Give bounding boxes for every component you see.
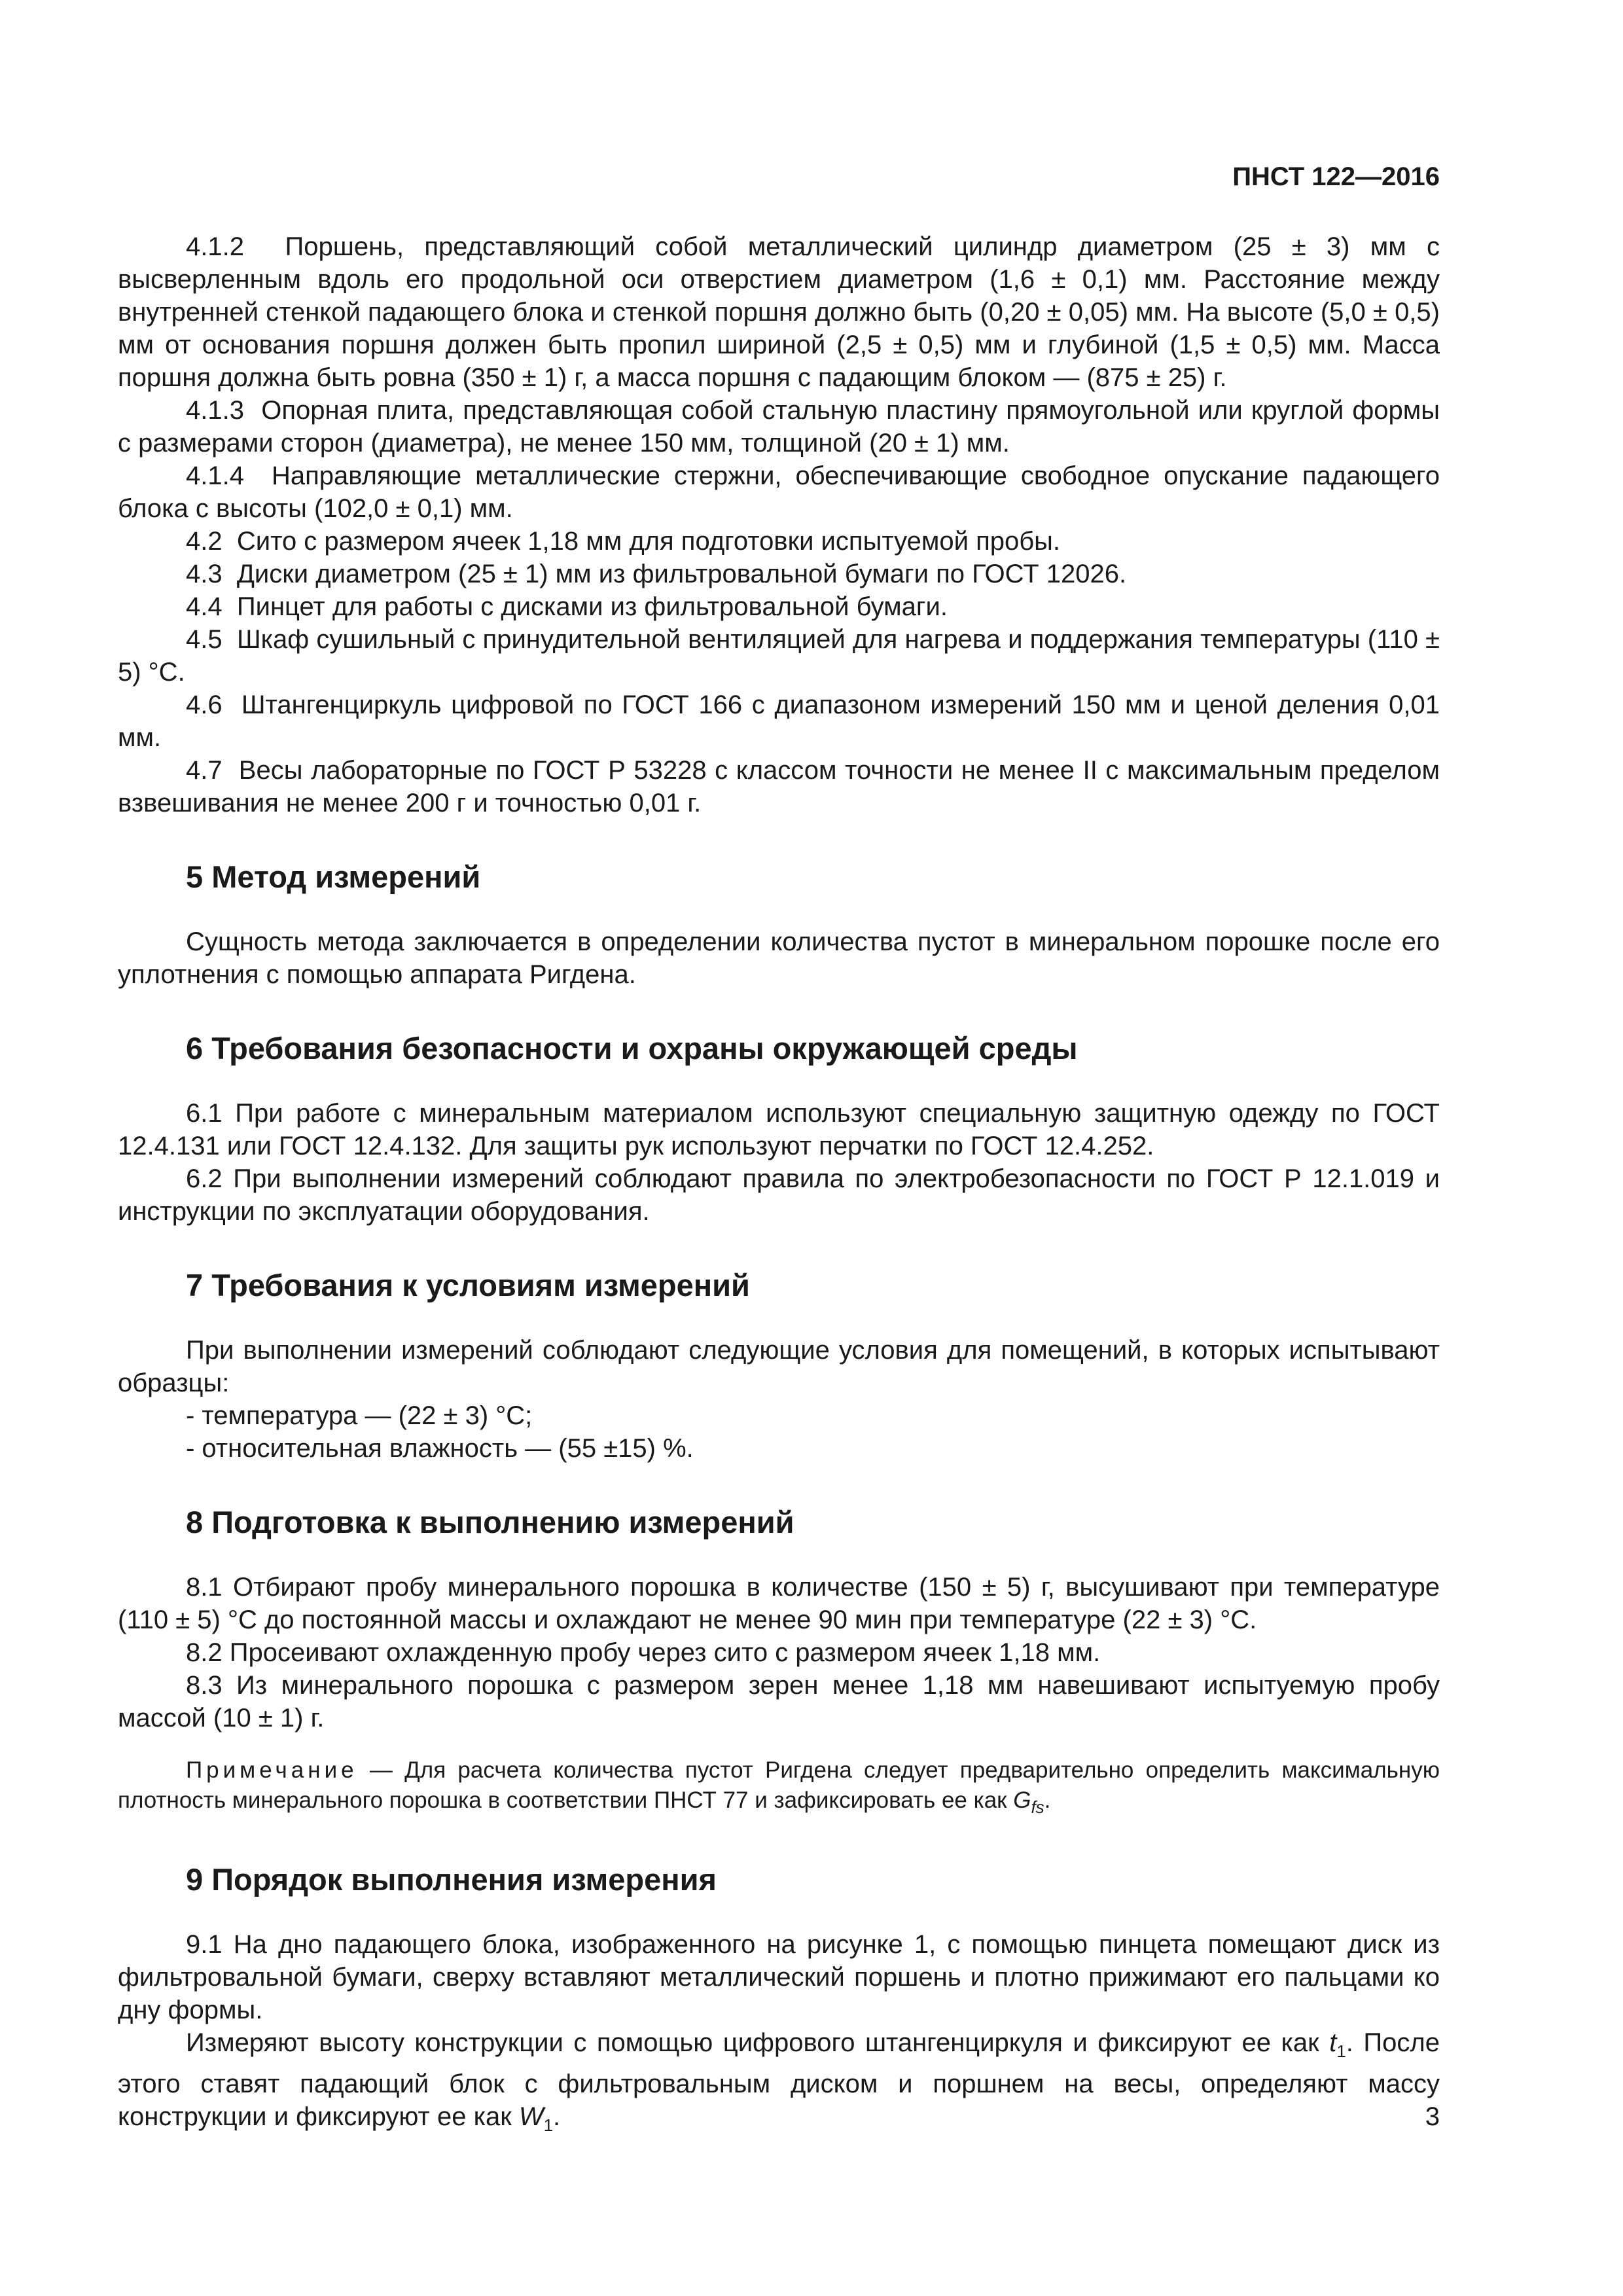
note-label: Примечание [186, 1757, 358, 1783]
clause-4-1-2: 4.1.2 Поршень, представляющий собой металлический цилиндр диаметром (25 ± 3) мм с высверленным вдоль его продольной оси отверстием диаметром (1,6 ± 0,1) мм. Расстояние между внутренней стенкой падающего блока и стенкой поршня должно быть (0,20 ± 0,05) мм. На высоте (5,0 ± 0,5) мм от основания поршня должен быть пропил шириной (2,5 ± 0,5) мм и глубиной (1,5 ± 0,5) мм. Масса поршня должна быть ровна (350 ± 1) г, а масса поршня с падающим блоком — (875 ± 25) г. [118, 232, 1440, 392]
clause-9-1-measure: Измеряют высоту конструкции с помощью цифрового штангенциркуля и фиксируют ее как $t_1$. После этого ставят падающий блок с фильтровальным диском и поршнем на весы, определяют массу конструкции и фиксируют ее как $W_1$. [118, 2028, 1440, 2135]
clause-4-1-4: 4.1.4 Направляющие металлические стержни, обеспечивающие свободное опускание падающего блока с высоты (102,0 ± 0,1) мм. [118, 461, 1440, 523]
clause-6-1: 6.1 При работе с минеральным материалом используют специальную защитную одежду по ГОСТ 12.4.131 или ГОСТ 12.4.132. Для защиты рук используют перчатки по ГОСТ 12.4.252. [118, 1099, 1440, 1160]
document-header: ПНСТ 122—2016 [1232, 162, 1440, 191]
clause-4-7: 4.7 Весы лабораторные по ГОСТ Р 53228 с классом точности не менее II с максимальным пределом взвешивания не менее 200 г и точностью 0,01 г. [118, 756, 1440, 817]
page-number: 3 [1425, 2102, 1440, 2131]
section-8-heading: 8 Подготовка к выполнению измерений [186, 1505, 794, 1539]
section-7-heading: 7 Требования к условиям измерений [186, 1268, 750, 1302]
document-content [118, 230, 1440, 2142]
clause-4-1-3: 4.1.3 Опорная плита, представляющая собой стальную пластину прямоугольной или круглой формы с размерами сторон (диаметра), не менее 150 мм, толщиной (20 ± 1) мм. [118, 396, 1440, 457]
note: Примечание — Для расчета количества пустот Ригдена следует предварительно определить максимальную плотность минерального порошка в соответствии ПНСТ 77 и зафиксировать ее как $G_{fs}$. [118, 1757, 1440, 1817]
clause-4-4: 4.4 Пинцет для работы с дисками из фильтровальной бумаги. [186, 592, 948, 621]
section-9-heading: 9 Порядок выполнения измерения [186, 1862, 717, 1897]
clause-8-2: 8.2 Просеивают охлажденную пробу через сито с размером ячеек 1,18 мм. [186, 1638, 1101, 1667]
clause-4-3: 4.3 Диски диаметром (25 ± 1) мм из фильтровальной бумаги по ГОСТ 12026. [186, 560, 1127, 588]
section-5-heading: 5 Метод измерений [186, 859, 481, 894]
condition-temperature: - температура — (22 ± 3) °С; [186, 1401, 533, 1430]
clause-6-2: 6.2 При выполнении измерений соблюдают правила по электробезопасности по ГОСТ Р 12.1.019 и инструкции по эксплуатации оборудования. [118, 1164, 1440, 1226]
clause-8-3: 8.3 Из минерального порошка с размером зерен менее 1,18 мм навешивают испытуемую пробу массой (10 ± 1) г. [118, 1671, 1440, 1732]
condition-humidity: - относительная влажность — (55 ±15) %. [186, 1434, 694, 1463]
clause-4-5: 4.5 Шкаф сушильный с принудительной вентиляцией для нагрева и поддержания температуры (110 ± 5) °С. [118, 625, 1440, 687]
clause-4-2: 4.2 Сито с размером ячеек 1,18 мм для подготовки испытуемой пробы. [186, 527, 1061, 556]
clause-9-1: 9.1 На дно падающего блока, изображенного на рисунке 1, с помощью пинцета помещают диск из фильтровальной бумаги, сверху вставляют металлический поршень и плотно прижимают его пальцами ко дну формы. [118, 1930, 1440, 2024]
section-6-heading: 6 Требования безопасности и охраны окружающей среды [186, 1031, 1078, 1066]
clause-8-1: 8.1 Отбирают пробу минерального порошка в количестве (150 ± 5) г, высушивают при температуре (110 ± 5) °С до постоянной массы и охлаждают не менее 90 мин при температуре (22 ± 3) °С. [118, 1573, 1440, 1634]
clause-4-6: 4.6 Штангенциркуль цифровой по ГОСТ 166 с диапазоном измерений 150 мм и ценой деления 0,01 мм. [118, 691, 1440, 752]
section-5-text: Сущность метода заключается в определении количества пустот в минеральном порошке после его уплотнения с помощью аппарата Ригдена. [118, 927, 1440, 989]
section-7-intro: При выполнении измерений соблюдают следующие условия для помещений, в которых испытывают образцы: [118, 1336, 1440, 1397]
